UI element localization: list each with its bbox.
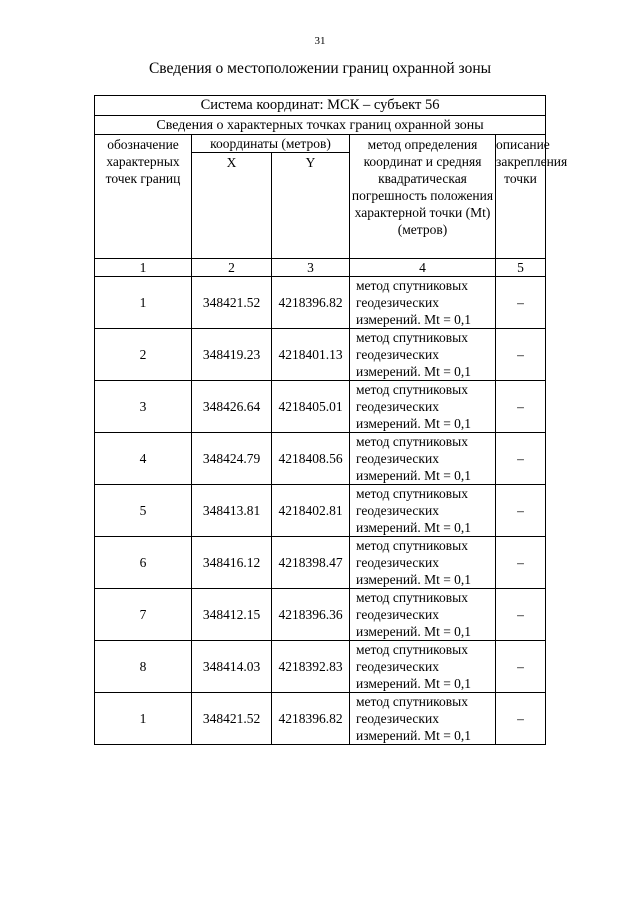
point-designation-cell: 6 <box>95 537 192 589</box>
fixing-description-cell: – <box>496 381 546 433</box>
table-row <box>95 433 546 485</box>
coordinate-x-cell: 348413.81 <box>192 485 272 537</box>
method-cell: метод спутниковых геодезических измерений. Mt = 0,1 <box>350 537 496 589</box>
point-designation-cell: 4 <box>95 433 192 485</box>
header-point-designation: обозначение характерных точек границ <box>95 135 192 259</box>
table-row <box>95 589 546 641</box>
point-designation-cell: 7 <box>95 589 192 641</box>
table-row <box>95 277 546 329</box>
table-row <box>95 537 546 589</box>
column-number: 4 <box>350 259 496 277</box>
table-row <box>95 485 546 537</box>
coordinate-x-cell: 348421.52 <box>192 693 272 745</box>
point-designation-cell: 5 <box>95 485 192 537</box>
points-info-row <box>95 116 546 135</box>
fixing-description-cell: – <box>496 641 546 693</box>
header-y: Y <box>272 153 350 259</box>
point-designation-cell: 1 <box>95 277 192 329</box>
fixing-description-cell: – <box>496 537 546 589</box>
coordinate-x-cell: 348414.03 <box>192 641 272 693</box>
column-number: 2 <box>192 259 272 277</box>
point-designation-cell: 3 <box>95 381 192 433</box>
coordinate-x-cell: 348421.52 <box>192 277 272 329</box>
method-cell: метод спутниковых геодезических измерений. Mt = 0,1 <box>350 277 496 329</box>
coordinate-x-cell: 348424.79 <box>192 433 272 485</box>
method-cell: метод спутниковых геодезических измерений. Mt = 0,1 <box>350 433 496 485</box>
table-row <box>95 381 546 433</box>
header-fixing-description: описание закрепления точки <box>496 135 546 259</box>
coordinate-y-cell: 4218396.82 <box>272 693 350 745</box>
points-info-label: Сведения о характерных точках границ охранной зоны <box>95 116 546 135</box>
method-cell: метод спутниковых геодезических измерений. Mt = 0,1 <box>350 329 496 381</box>
coordinate-x-cell: 348426.64 <box>192 381 272 433</box>
coordinate-y-cell: 4218396.36 <box>272 589 350 641</box>
table-row <box>95 641 546 693</box>
coordinate-x-cell: 348416.12 <box>192 537 272 589</box>
point-designation-cell: 1 <box>95 693 192 745</box>
fixing-description-cell: – <box>496 329 546 381</box>
column-number: 3 <box>272 259 350 277</box>
coordinate-y-cell: 4218398.47 <box>272 537 350 589</box>
method-cell: метод спутниковых геодезических измерений. Mt = 0,1 <box>350 589 496 641</box>
point-designation-cell: 2 <box>95 329 192 381</box>
header-coordinates-group: координаты (метров) <box>192 135 350 153</box>
fixing-description-cell: – <box>496 277 546 329</box>
table-row <box>95 693 546 745</box>
column-numbers-row <box>95 259 546 277</box>
column-number: 5 <box>496 259 546 277</box>
method-cell: метод спутниковых геодезических измерений. Mt = 0,1 <box>350 693 496 745</box>
coordinate-system-label: Система координат: МСК – субъект 56 <box>95 96 546 116</box>
fixing-description-cell: – <box>496 433 546 485</box>
coordinate-y-cell: 4218408.56 <box>272 433 350 485</box>
column-number: 1 <box>95 259 192 277</box>
coordinate-y-cell: 4218402.81 <box>272 485 350 537</box>
coordinate-y-cell: 4218405.01 <box>272 381 350 433</box>
method-cell: метод спутниковых геодезических измерений. Mt = 0,1 <box>350 485 496 537</box>
coordinates-table <box>94 95 568 745</box>
coordinate-y-cell: 4218396.82 <box>272 277 350 329</box>
page-number: 31 <box>314 35 326 47</box>
coordinate-y-cell: 4218401.13 <box>272 329 350 381</box>
coordinate-x-cell: 348419.23 <box>192 329 272 381</box>
header-row <box>95 135 546 153</box>
coordinate-x-cell: 348412.15 <box>192 589 272 641</box>
document-title: Сведения о местоположении границ охранной зоны <box>148 60 492 77</box>
fixing-description-cell: – <box>496 693 546 745</box>
method-cell: метод спутниковых геодезических измерений. Mt = 0,1 <box>350 381 496 433</box>
fixing-description-cell: – <box>496 589 546 641</box>
header-method: метод определения координат и средняя квадратическая погрешность положения характерной точки (Mt) (метров) <box>350 135 496 259</box>
header-x: X <box>192 153 272 259</box>
coordinate-system-row <box>95 96 546 116</box>
point-designation-cell: 8 <box>95 641 192 693</box>
fixing-description-cell: – <box>496 485 546 537</box>
table-row <box>95 329 546 381</box>
coordinate-y-cell: 4218392.83 <box>272 641 350 693</box>
method-cell: метод спутниковых геодезических измерений. Mt = 0,1 <box>350 641 496 693</box>
